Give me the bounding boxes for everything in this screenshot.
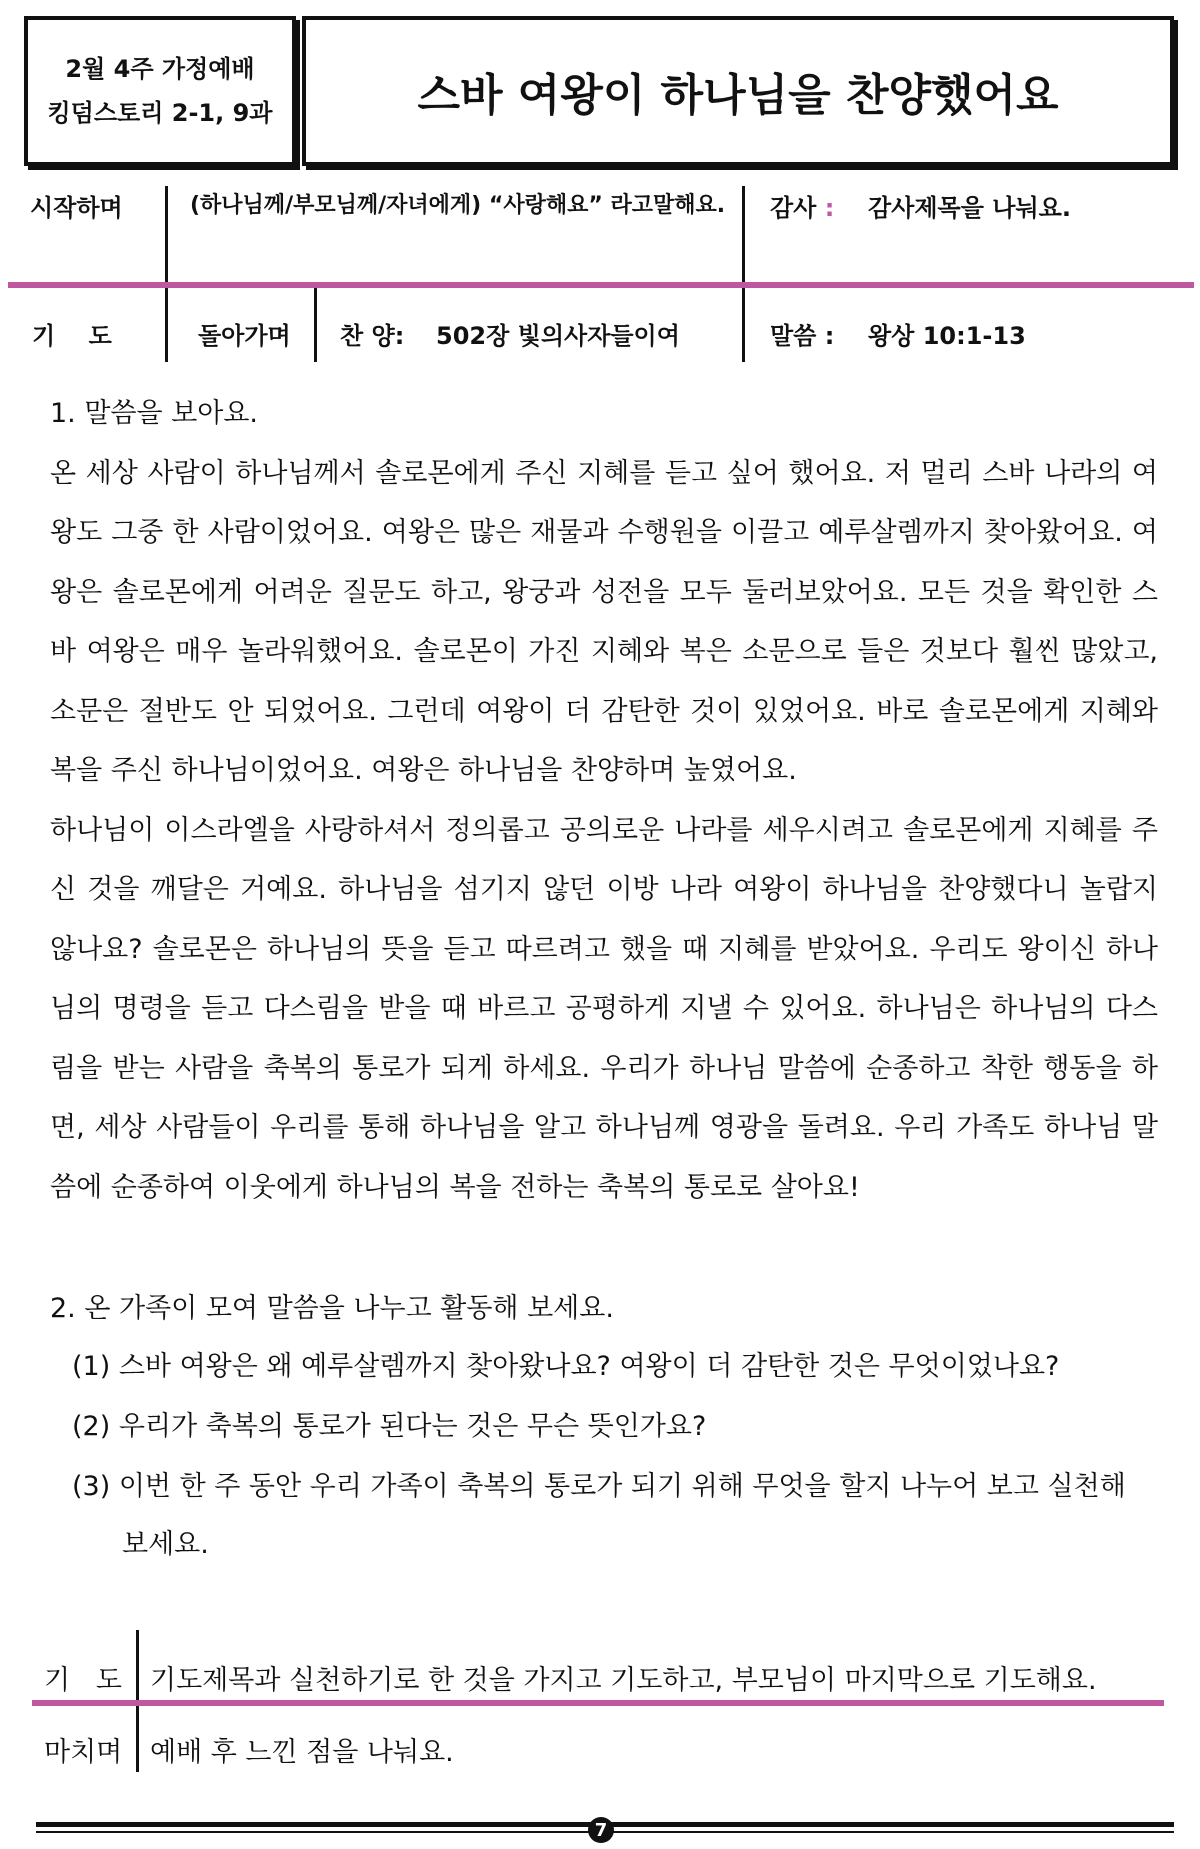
thanks-cell bbox=[770, 188, 834, 223]
paragraph: 온 세상 사람이 하나님께서 솔로몬에게 주신 지혜를 듣고 싶어 했어요. 저 멀리 스바 나라의 여왕도 그중 한 사람이었어요. 여왕은 많은 재물과 수행원을 이끌고 예루살렘까지 찾아왔어요. 여왕은 솔로몬에게 어려운 질문도 하고, 왕궁과 성전을 모두 둘러보았어요. 모든 것을 확인한 스바 여왕은 매우 놀라워했어요. 솔로몬이 가진 지혜와 복은 소문으로 들은 것보다 훨씬 많았고, 소문은 절반도 안 되었어요. 그런데 여왕이 더 감탄한 것이 있었어요. 바로 솔로몬에게 지혜와 복을 주신 하나님이었어요. 여왕은 하나님을 찬양하며 높였어요. bbox=[50, 457, 1159, 786]
page-number: 7 bbox=[588, 1817, 614, 1843]
question-item: (1) 스바 여왕은 왜 예루살렘까지 찾아왔나요? 여왕이 더 감탄한 것은 무엇이었나요? bbox=[72, 1351, 1060, 1382]
worship-info-box bbox=[24, 16, 296, 166]
divider bbox=[742, 186, 745, 282]
closing-end-text: 예배 후 느낀 점을 나눠요. bbox=[150, 1737, 454, 1768]
section-1 bbox=[50, 384, 1158, 1217]
section-1-heading: 1. 말씀을 보아요. bbox=[50, 398, 259, 429]
thanks-colon: : bbox=[824, 194, 835, 222]
title-box bbox=[302, 16, 1174, 166]
word-text: 왕상 10:1-13 bbox=[868, 322, 1026, 350]
closing-prayer-text: 기도제목과 실천하기로 한 것을 가지고 기도하고, 부모님이 마지막으로 기도해요. bbox=[150, 1665, 1097, 1696]
section-2-heading: 2. 온 가족이 모여 말씀을 나누고 활동해 보세요. bbox=[50, 1293, 614, 1324]
pink-divider bbox=[32, 1700, 1164, 1706]
word-label: 말씀 : bbox=[770, 322, 835, 350]
prayer-text: 돌아가며 bbox=[198, 322, 291, 350]
hymn-text: 502장 빛의사자들이여 bbox=[436, 322, 680, 350]
prayer-label: 기 도 bbox=[32, 322, 112, 350]
question-item-continued: 보세요. bbox=[122, 1529, 209, 1560]
pink-divider bbox=[8, 282, 1194, 288]
page-title: 스바 여왕이 하나님을 찬양했어요 bbox=[417, 70, 1059, 121]
start-text: (하나님께/부모님께/자녀에게) “사랑해요” 라고말해요. bbox=[190, 193, 726, 218]
thanks-text: 감사제목을 나눠요. bbox=[868, 194, 1071, 222]
closing-end-label: 마치며 bbox=[44, 1737, 123, 1768]
thanks-label: 감사 bbox=[770, 194, 817, 222]
question-item: (3) 이번 한 주 동안 우리 가족이 축복의 통로가 되기 위해 무엇을 할지 나누어 보고 실천해 bbox=[72, 1471, 1126, 1502]
question-item: (2) 우리가 축복의 통로가 된다는 것은 무슨 뜻인가요? bbox=[72, 1411, 707, 1442]
hymn-label: 찬 양: bbox=[340, 322, 405, 350]
divider bbox=[742, 288, 745, 362]
divider bbox=[314, 288, 317, 362]
series-label: 킹덤스토리 2-1, 9과 bbox=[47, 99, 273, 127]
divider bbox=[165, 186, 168, 282]
divider bbox=[165, 288, 168, 362]
closing-prayer-label: 기 도 bbox=[44, 1665, 122, 1696]
paragraph: 하나님이 이스라엘을 사랑하셔서 정의롭고 공의로운 나라를 세우시려고 솔로몬에게 지혜를 주신 것을 깨달은 거예요. 하나님을 섬기지 않던 이방 나라 여왕이 하나님을 찬양했다니 놀랍지 않나요? 솔로몬은 하나님의 뜻을 듣고 따르려고 했을 때 지혜를 받았어요. 우리도 왕이신 하나님의 명령을 듣고 다스림을 받을 때 바르고 공평하게 지낼 수 있어요. 하나님은 하나님의 다스림을 받는 사람을 축복의 통로가 되게 하세요. 우리가 하나님 말씀에 순종하고 착한 행동을 하면, 세상 사람들이 우리를 통해 하나님을 알고 하나님께 영광을 돌려요. 우리 가족도 하나님 말씀에 순종하여 이웃에게 하나님의 복을 전하는 축복의 통로로 살아요! bbox=[50, 814, 1159, 1203]
start-label: 시작하며 bbox=[30, 194, 123, 222]
week-label: 2월 4주 가정예배 bbox=[65, 55, 255, 83]
